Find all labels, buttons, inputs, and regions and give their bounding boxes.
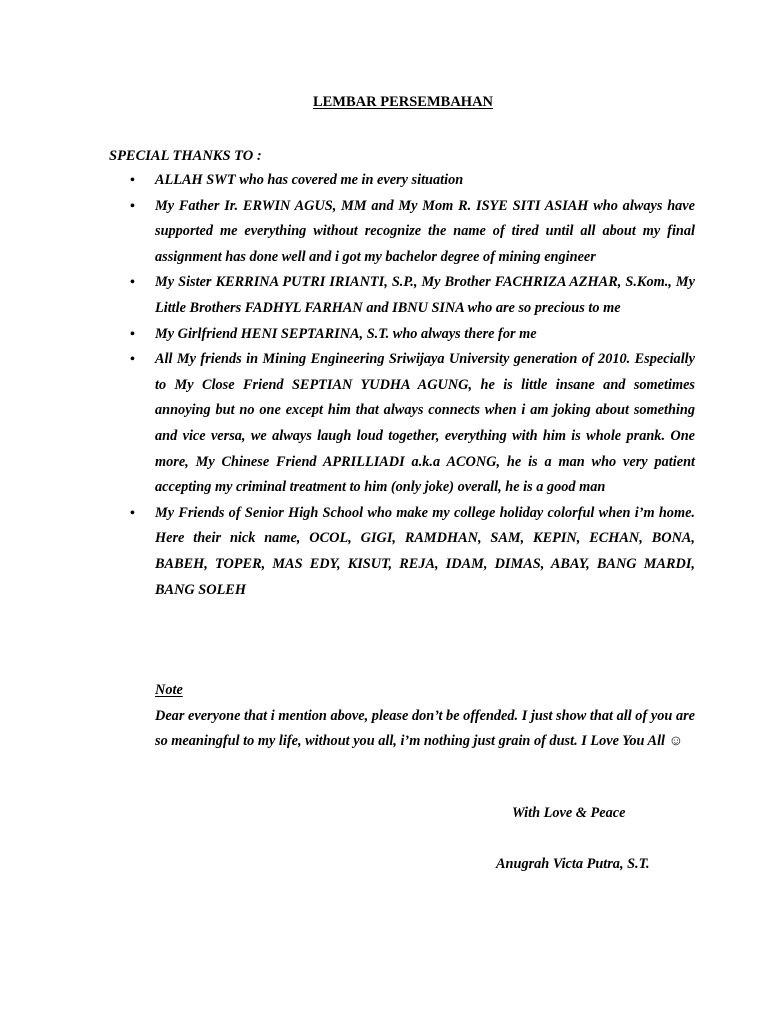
special-thanks-heading: SPECIAL THANKS TO : (109, 148, 262, 164)
note-section (155, 678, 695, 755)
list-item-high-school-friends: • My Friends of Senior High School who make my college holiday colorful when i’m home. Here their nick name, OCOL, GIGI, RAMDHAN, SAM, KEPIN, ECHAN, BONA, BABEH, TOPER, MAS EDY, KISUT, REJA, IDAM, DIMAS, ABAY, BANG MARDI, BANG SOLEH (110, 501, 695, 603)
list-item-siblings: • My Sister KERRINA PUTRI IRIANTI, S.P., My Brother FACHRIZA AZHAR, S.Kom., My Little Brothers FADHYL FARHAN and IBNU SINA who are so precious to me (110, 270, 695, 321)
closing-line: With Love & Peace (512, 805, 626, 821)
list-item-parents: • My Father Ir. ERWIN AGUS, MM and My Mom R. ISYE SITI ASIAH who always have supported me everything without recognize the name of tired until all about my final assignment has done well and i got my bachelor degree of mining engineer (110, 194, 695, 271)
list-item-university-friends: • All My friends in Mining Engineering Sriwijaya University generation of 2010. Especially to My Close Friend SEPTIAN YUDHA AGUNG, he is little insane and sometimes annoying but no one except him that always connects when i am joking about something and vice versa, we always laugh loud together, everything with him is whole prank. One more, My Chinese Friend APRILLIADI a.k.a ACONG, he is a man who very patient accepting my criminal treatment to him (only joke) overall, he is a good man (110, 347, 695, 501)
note-text: Dear everyone that i mention above, please don’t be offended. I just show that all of you are so meaningful to my life, without you all, i’m nothing just grain of dust. I Love You All ☺ (155, 707, 695, 750)
signature-name: Anugrah Victa Putra, S.T. (496, 856, 650, 872)
thanks-list (110, 168, 695, 603)
page-title: LEMBAR PERSEMBAHAN (312, 94, 494, 110)
list-item-girlfriend: • My Girlfriend HENI SEPTARINA, S.T. who always there for me (110, 322, 695, 348)
list-item-allah: • ALLAH SWT who has covered me in every situation (110, 168, 695, 194)
note-label: Note (155, 682, 183, 698)
